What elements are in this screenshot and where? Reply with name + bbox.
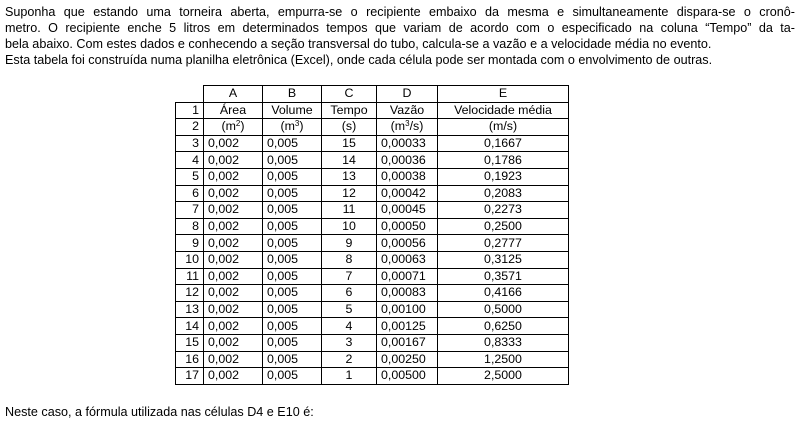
cell-volume: 0,005: [263, 285, 322, 302]
statement-line-2: metro. O recipiente enche 5 litros em determinados tempos que variam de acordo com o especificado na coluna “Tempo” da ta-: [5, 21, 795, 35]
cell-velocidade: 0,3125: [438, 251, 569, 268]
cell-velocidade: 0,2273: [438, 202, 569, 219]
row-number: 12: [176, 285, 204, 302]
cell-tempo: 13: [322, 168, 377, 185]
unit-tempo: (s): [322, 119, 377, 136]
cell-vazao: 0,00500: [377, 368, 438, 385]
cell-vazao: 0,00056: [377, 235, 438, 252]
row-number: 17: [176, 368, 204, 385]
header-tempo: Tempo: [322, 102, 377, 119]
header-velocidade: Velocidade média: [438, 102, 569, 119]
question-text: Neste caso, a fórmula utilizada nas células D4 e E10 é:: [5, 405, 314, 419]
cell-vazao: 0,00083: [377, 285, 438, 302]
column-letter-e: E: [438, 86, 569, 103]
cell-area: 0,002: [204, 218, 263, 235]
unit-area-base: (m: [221, 119, 236, 134]
cell-tempo: 7: [322, 268, 377, 285]
column-letter-c: C: [322, 86, 377, 103]
unit-area: [204, 119, 263, 136]
row-number: 11: [176, 268, 204, 285]
row-number: 2: [176, 119, 204, 136]
cell-volume: 0,005: [263, 202, 322, 219]
row-number: 5: [176, 168, 204, 185]
cell-volume: 0,005: [263, 235, 322, 252]
table-row: [176, 268, 569, 285]
cell-vazao: 0,00071: [377, 268, 438, 285]
cell-area: 0,002: [204, 285, 263, 302]
unit-area-exponent: 2: [235, 119, 241, 129]
spreadsheet-table: [175, 85, 569, 385]
cell-velocidade: 0,1786: [438, 152, 569, 169]
cell-volume: 0,005: [263, 135, 322, 152]
cell-velocidade: 0,8333: [438, 334, 569, 351]
table-row: [176, 351, 569, 368]
cell-velocidade: 0,1923: [438, 168, 569, 185]
cell-volume: 0,005: [263, 218, 322, 235]
corner-cell: [176, 86, 204, 103]
unit-vazao: [377, 119, 438, 136]
row-number: 1: [176, 102, 204, 119]
cell-tempo: 2: [322, 351, 377, 368]
row-number: 9: [176, 235, 204, 252]
cell-velocidade: 0,4166: [438, 285, 569, 302]
row-number: 16: [176, 351, 204, 368]
cell-vazao: 0,00050: [377, 218, 438, 235]
cell-vazao: 0,00063: [377, 251, 438, 268]
cell-vazao: 0,00167: [377, 334, 438, 351]
cell-area: 0,002: [204, 334, 263, 351]
header-row: [176, 102, 569, 119]
row-number: 7: [176, 202, 204, 219]
cell-area: 0,002: [204, 301, 263, 318]
cell-area: 0,002: [204, 235, 263, 252]
header-vazao: Vazão: [377, 102, 438, 119]
cell-area: 0,002: [204, 152, 263, 169]
cell-vazao: 0,00045: [377, 202, 438, 219]
cell-velocidade: 0,2777: [438, 235, 569, 252]
table-row: [176, 168, 569, 185]
unit-volume-close: ): [299, 119, 304, 134]
column-letter-row: [176, 86, 569, 103]
row-number: 8: [176, 218, 204, 235]
units-row: [176, 119, 569, 136]
cell-volume: 0,005: [263, 301, 322, 318]
cell-area: 0,002: [204, 185, 263, 202]
cell-volume: 0,005: [263, 334, 322, 351]
cell-area: 0,002: [204, 318, 263, 335]
cell-volume: 0,005: [263, 318, 322, 335]
table-row: [176, 285, 569, 302]
table-row: [176, 152, 569, 169]
cell-tempo: 9: [322, 235, 377, 252]
statement-line-1: Suponha que estando uma torneira aberta, empurra-se o recipiente embaixo da mesma e simultaneamente dispara-se o cronô-: [5, 5, 795, 19]
cell-vazao: 0,00125: [377, 318, 438, 335]
column-letter-b: B: [263, 86, 322, 103]
column-letter-d: D: [377, 86, 438, 103]
cell-tempo: 10: [322, 218, 377, 235]
unit-velocidade: (m/s): [438, 119, 569, 136]
column-letter-a: A: [204, 86, 263, 103]
cell-volume: 0,005: [263, 168, 322, 185]
cell-vazao: 0,00038: [377, 168, 438, 185]
cell-velocidade: 0,1667: [438, 135, 569, 152]
cell-velocidade: 0,6250: [438, 318, 569, 335]
cell-area: 0,002: [204, 268, 263, 285]
cell-velocidade: 0,2500: [438, 218, 569, 235]
cell-volume: 0,005: [263, 351, 322, 368]
cell-vazao: 0,00033: [377, 135, 438, 152]
table-row: [176, 334, 569, 351]
table-row: [176, 135, 569, 152]
header-volume: Volume: [263, 102, 322, 119]
unit-vazao-base: (m: [390, 119, 406, 134]
cell-volume: 0,005: [263, 251, 322, 268]
row-number: 13: [176, 301, 204, 318]
cell-tempo: 3: [322, 334, 377, 351]
table-row: [176, 318, 569, 335]
cell-vazao: 0,00100: [377, 301, 438, 318]
cell-velocidade: 0,5000: [438, 301, 569, 318]
table-row: [176, 185, 569, 202]
cell-volume: 0,005: [263, 152, 322, 169]
cell-velocidade: 2,5000: [438, 368, 569, 385]
table-row: [176, 235, 569, 252]
cell-volume: 0,005: [263, 185, 322, 202]
row-number: 3: [176, 135, 204, 152]
table-row: [176, 251, 569, 268]
row-number: 6: [176, 185, 204, 202]
unit-volume-base: (m: [280, 119, 295, 134]
table-row: [176, 218, 569, 235]
cell-tempo: 14: [322, 152, 377, 169]
cell-volume: 0,005: [263, 268, 322, 285]
cell-velocidade: 0,3571: [438, 268, 569, 285]
cell-tempo: 15: [322, 135, 377, 152]
header-area: Área: [204, 102, 263, 119]
row-number: 14: [176, 318, 204, 335]
unit-vazao-close: /s): [409, 119, 424, 134]
cell-vazao: 0,00250: [377, 351, 438, 368]
problem-statement: [5, 4, 795, 68]
cell-velocidade: 1,2500: [438, 351, 569, 368]
unit-volume-exponent: 3: [294, 119, 300, 129]
table-row: [176, 202, 569, 219]
cell-area: 0,002: [204, 251, 263, 268]
cell-velocidade: 0,2083: [438, 185, 569, 202]
unit-area-close: ): [240, 119, 245, 134]
cell-area: 0,002: [204, 351, 263, 368]
row-number: 15: [176, 334, 204, 351]
cell-tempo: 11: [322, 202, 377, 219]
row-number: 4: [176, 152, 204, 169]
cell-area: 0,002: [204, 168, 263, 185]
cell-vazao: 0,00042: [377, 185, 438, 202]
statement-line-4: Esta tabela foi construída numa planilha eletrônica (Excel), onde cada célula pode ser montada com o envolvimento de outras.: [5, 53, 713, 67]
table-row: [176, 301, 569, 318]
table-row: [176, 368, 569, 385]
cell-tempo: 5: [322, 301, 377, 318]
cell-volume: 0,005: [263, 368, 322, 385]
cell-tempo: 8: [322, 251, 377, 268]
statement-line-3: bela abaixo. Com estes dados e conhecendo a seção transversal do tubo, calcula-se a vazão e a velocidade média no evento.: [5, 37, 712, 51]
cell-area: 0,002: [204, 368, 263, 385]
cell-area: 0,002: [204, 202, 263, 219]
cell-tempo: 1: [322, 368, 377, 385]
row-number: 10: [176, 251, 204, 268]
unit-volume: [263, 119, 322, 136]
cell-tempo: 12: [322, 185, 377, 202]
cell-tempo: 6: [322, 285, 377, 302]
unit-vazao-exponent: 3: [405, 119, 410, 129]
cell-area: 0,002: [204, 135, 263, 152]
cell-tempo: 4: [322, 318, 377, 335]
cell-vazao: 0,00036: [377, 152, 438, 169]
